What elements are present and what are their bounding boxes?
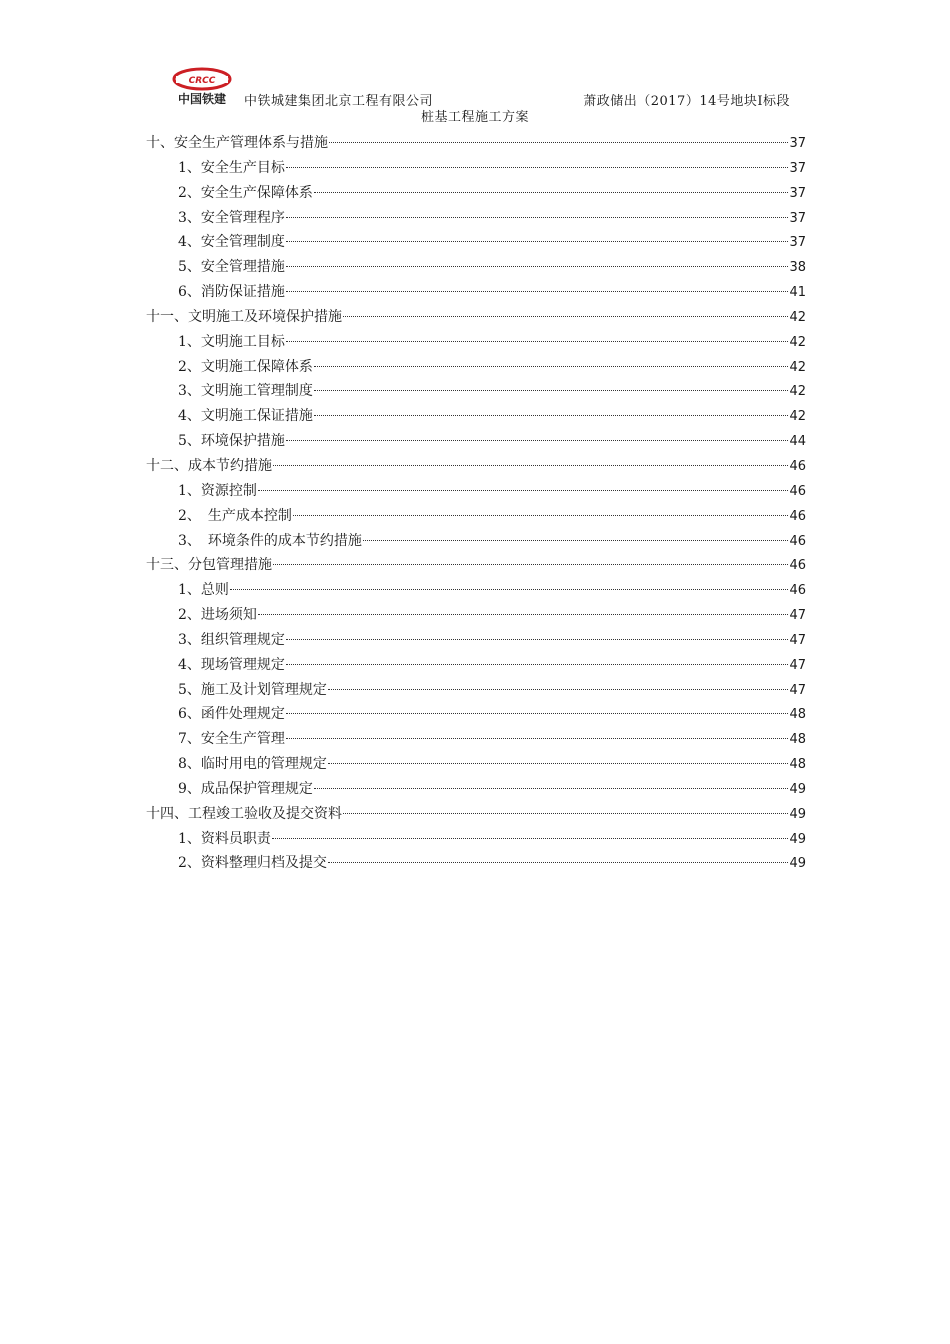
toc-page-number: 46 [789, 458, 806, 474]
toc-entry-label: 十二、成本节约措施 [146, 457, 272, 474]
toc-page-number: 47 [789, 632, 806, 648]
toc-dot-leader [314, 788, 789, 789]
toc-page-number: 42 [789, 309, 806, 325]
toc-page-number: 37 [789, 210, 806, 226]
toc-dot-leader [258, 614, 789, 615]
toc-page-number: 42 [789, 359, 806, 375]
toc-subsection-entry[interactable] [146, 653, 806, 678]
toc-subsection-entry[interactable] [146, 603, 806, 628]
toc-dot-leader [286, 241, 789, 242]
toc-page-number: 38 [789, 260, 806, 276]
toc-subsection-entry[interactable] [146, 578, 806, 603]
toc-subsection-entry[interactable] [146, 255, 806, 280]
toc-page-number: 46 [789, 508, 806, 524]
toc-subsection-entry[interactable] [146, 504, 806, 529]
toc-subsection-entry[interactable] [146, 851, 806, 876]
toc-entry-label: 2、 生产成本控制 [178, 507, 292, 524]
toc-dot-leader [286, 266, 789, 267]
toc-subsection-entry[interactable] [146, 529, 806, 554]
toc-page-number: 37 [789, 160, 806, 176]
toc-entry-label: 8、临时用电的管理规定 [178, 756, 327, 773]
toc-subsection-entry[interactable] [146, 702, 806, 727]
company-name: 中铁城建集团北京工程有限公司 [244, 94, 434, 109]
toc-entry-label: 2、文明施工保障体系 [178, 358, 313, 375]
toc-subsection-entry[interactable] [146, 355, 806, 380]
toc-page-number: 42 [789, 409, 806, 425]
toc-page-number: 48 [789, 757, 806, 773]
toc-dot-leader [286, 167, 789, 168]
toc-dot-leader [293, 515, 789, 516]
toc-dot-leader [314, 366, 789, 367]
page-header [162, 66, 792, 109]
toc-dot-leader [328, 862, 789, 863]
toc-dot-leader [272, 838, 789, 839]
toc-page-number: 44 [789, 434, 806, 450]
toc-subsection-entry[interactable] [146, 777, 806, 802]
toc-dot-leader [363, 540, 789, 541]
toc-dot-leader [328, 763, 789, 764]
toc-entry-label: 1、文明施工目标 [178, 333, 285, 350]
toc-entry-label: 十、安全生产管理体系与措施 [146, 135, 328, 151]
toc-entry-label: 十三、分包管理措施 [146, 557, 272, 574]
toc-page-number: 48 [789, 707, 806, 723]
toc-section-entry[interactable] [146, 802, 806, 827]
toc-entry-label: 十一、文明施工及环境保护措施 [146, 308, 342, 325]
toc-entry-label: 2、资料整理归档及提交 [178, 855, 327, 872]
toc-dot-leader [286, 341, 789, 342]
toc-page-number: 49 [789, 856, 806, 872]
toc-subsection-entry[interactable] [146, 628, 806, 653]
toc-subsection-entry[interactable] [146, 280, 806, 305]
toc-subsection-entry[interactable] [146, 727, 806, 752]
toc-subsection-entry[interactable] [146, 156, 806, 181]
toc-entry-label: 7、安全生产管理 [178, 731, 285, 748]
toc-page-number: 46 [789, 533, 806, 549]
toc-dot-leader [258, 490, 789, 491]
toc-dot-leader [328, 689, 789, 690]
toc-entry-label: 9、成品保护管理规定 [178, 780, 313, 797]
toc-page-number: 49 [789, 806, 806, 822]
toc-subsection-entry[interactable] [146, 206, 806, 231]
toc-dot-leader [286, 639, 789, 640]
toc-page-number: 46 [789, 583, 806, 599]
toc-entry-label: 6、函件处理规定 [178, 706, 285, 723]
toc-dot-leader [286, 664, 789, 665]
document-title: 桩基工程施工方案 [420, 110, 529, 125]
toc-entry-label: 4、安全管理制度 [178, 234, 285, 251]
toc-entry-label: 3、 环境条件的成本节约措施 [178, 532, 362, 549]
toc-entry-label: 5、施工及计划管理规定 [178, 681, 327, 698]
toc-subsection-entry[interactable] [146, 181, 806, 206]
toc-entry-label: 十四、工程竣工验收及提交资料 [146, 805, 342, 822]
toc-dot-leader [273, 564, 788, 565]
toc-section-entry[interactable] [146, 305, 806, 330]
toc-page-number: 49 [789, 831, 806, 847]
toc-page-number: 42 [789, 334, 806, 350]
toc-page-number: 47 [789, 657, 806, 673]
toc-dot-leader [343, 316, 788, 317]
toc-dot-leader [314, 192, 789, 193]
toc-entry-label: 1、总则 [178, 582, 229, 599]
toc-dot-leader [286, 440, 789, 441]
toc-entry-label: 1、资源控制 [178, 482, 257, 499]
toc-section-entry[interactable] [146, 454, 806, 479]
toc-page-number: 47 [789, 682, 806, 698]
table-of-contents [146, 131, 806, 876]
toc-page-number: 46 [789, 483, 806, 499]
toc-subsection-entry[interactable] [146, 752, 806, 777]
toc-subsection-entry[interactable] [146, 479, 806, 504]
toc-page-number: 37 [789, 185, 806, 201]
toc-entry-label: 5、安全管理措施 [178, 259, 285, 276]
toc-page-number: 42 [789, 384, 806, 400]
toc-entry-label: 4、现场管理规定 [178, 656, 285, 673]
toc-page-number: 49 [789, 781, 806, 797]
toc-subsection-entry[interactable] [146, 429, 806, 454]
toc-entry-label: 1、资料员职责 [178, 830, 271, 847]
toc-entry-label: 2、安全生产保障体系 [178, 184, 313, 201]
toc-section-entry[interactable] [146, 553, 806, 578]
toc-page-number: 47 [789, 608, 806, 624]
toc-entry-label: 4、文明施工保证措施 [178, 408, 313, 425]
toc-dot-leader [314, 415, 789, 416]
toc-dot-leader [273, 465, 788, 466]
crcc-logo-text: 中国铁建 [177, 92, 227, 106]
crcc-logo-badge: CRCC [188, 76, 216, 86]
crcc-logo-icon [162, 66, 242, 106]
toc-entry-label: 1、安全生产目标 [178, 159, 285, 176]
toc-subsection-entry[interactable] [146, 678, 806, 703]
toc-page-number: 41 [789, 285, 806, 301]
toc-subsection-entry[interactable] [146, 827, 806, 852]
toc-page-number: 37 [789, 235, 806, 251]
toc-dot-leader [343, 813, 788, 814]
toc-subsection-entry[interactable] [146, 404, 806, 429]
toc-dot-leader [286, 291, 789, 292]
toc-entry-label: 2、进场须知 [178, 607, 257, 624]
toc-dot-leader [230, 589, 789, 590]
toc-subsection-entry[interactable] [146, 230, 806, 255]
toc-entry-label: 3、组织管理规定 [178, 631, 285, 648]
toc-dot-leader [286, 713, 789, 714]
toc-dot-leader [286, 738, 789, 739]
toc-dot-leader [286, 217, 789, 218]
crcc-logo [162, 66, 242, 106]
toc-page-number: 46 [789, 558, 806, 574]
toc-entry-label: 3、文明施工管理制度 [178, 383, 313, 400]
toc-page-number: 48 [789, 732, 806, 748]
toc-dot-leader [329, 142, 788, 143]
toc-subsection-entry[interactable] [146, 330, 806, 355]
toc-entry-label: 6、消防保证措施 [178, 284, 285, 301]
toc-page-number: 37 [789, 136, 806, 151]
toc-entry-label: 5、环境保护措施 [178, 433, 285, 450]
toc-entry-label: 3、安全管理程序 [178, 209, 285, 226]
project-name: 萧政储出（2017）14号地块Ⅰ标段 [583, 94, 790, 109]
toc-dot-leader [314, 390, 789, 391]
toc-subsection-entry[interactable] [146, 379, 806, 404]
toc-section-entry[interactable] [146, 131, 806, 156]
